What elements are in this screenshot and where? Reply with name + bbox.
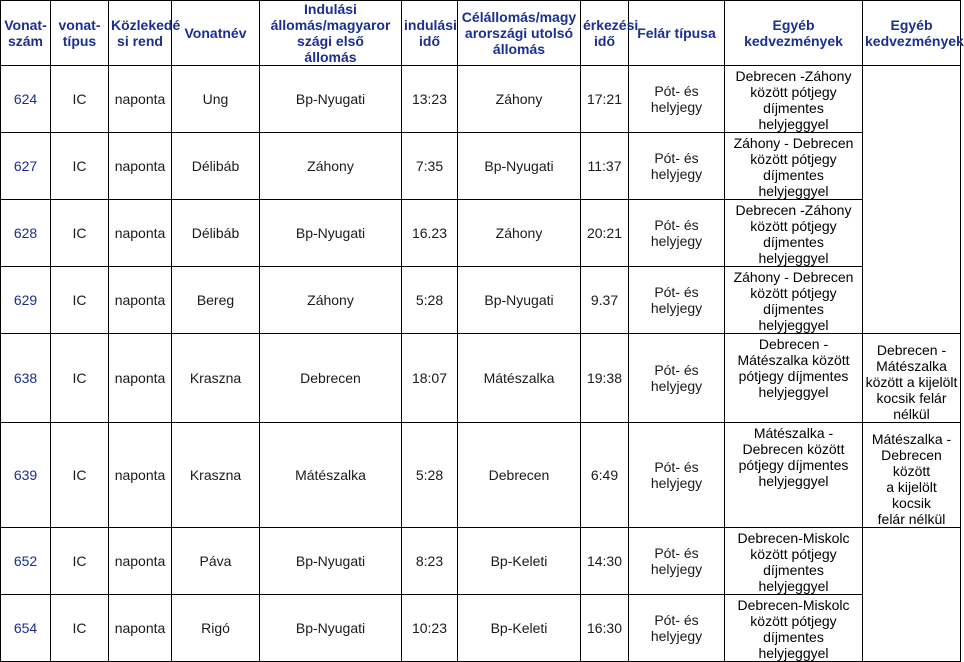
- cell-schedule: naponta: [109, 133, 172, 200]
- cell-arrival-time: 16:30: [581, 595, 629, 662]
- header-train-number: Vonat- szám: [1, 1, 51, 66]
- cell-train-name: Rigó: [172, 595, 260, 662]
- cell-departure-station: Bp-Nyugati: [260, 595, 402, 662]
- cell-fee-type: Pót- és helyjegy: [629, 423, 725, 528]
- cell-departure-time: 18:07: [402, 334, 458, 423]
- cell-fee-type: Pót- és helyjegy: [629, 334, 725, 423]
- cell-train-type: IC: [51, 66, 109, 133]
- cell-arrival-time: 11:37: [581, 133, 629, 200]
- table-row: [1, 200, 961, 267]
- cell-destination-station: Mátészalka: [458, 334, 581, 423]
- cell-destination-station: Debrecen: [458, 423, 581, 528]
- cell-train-name: Ung: [172, 66, 260, 133]
- cell-destination-station: Bp-Keleti: [458, 595, 581, 662]
- cell-fee-type: Pót- és helyjegy: [629, 200, 725, 267]
- cell-arrival-time: 6:49: [581, 423, 629, 528]
- cell-schedule: naponta: [109, 200, 172, 267]
- cell-schedule: naponta: [109, 334, 172, 423]
- cell-train-number: 638: [1, 334, 51, 423]
- cell-schedule: naponta: [109, 66, 172, 133]
- cell-train-type: IC: [51, 423, 109, 528]
- cell-train-name: Kraszna: [172, 423, 260, 528]
- cell-departure-station: Záhony: [260, 133, 402, 200]
- cell-departure-station: Debrecen: [260, 334, 402, 423]
- cell-departure-time: 5:28: [402, 423, 458, 528]
- header-other-benefits-2: Egyéb kedvezmények: [863, 1, 961, 66]
- cell-train-number: 627: [1, 133, 51, 200]
- cell-departure-station: Záhony: [260, 267, 402, 334]
- header-other-benefits: Egyéb kedvezmények: [725, 1, 863, 66]
- cell-benefit: Debrecen-Miskolc között pótjegy díjmentes helyjeggyel: [725, 528, 863, 595]
- cell-train-type: IC: [51, 267, 109, 334]
- cell-schedule: naponta: [109, 595, 172, 662]
- table-row: [1, 423, 961, 528]
- cell-extra-benefit: Mátészalka - Debrecen között a kijelölt kocsik felár nélkül: [863, 423, 961, 528]
- cell-extra-benefit: [863, 528, 961, 662]
- cell-train-type: IC: [51, 595, 109, 662]
- cell-benefit: Debrecen-Miskolc között pótjegy díjmentes helyjeggyel: [725, 595, 863, 662]
- cell-departure-time: 10:23: [402, 595, 458, 662]
- cell-train-type: IC: [51, 200, 109, 267]
- table-row: [1, 595, 961, 662]
- cell-fee-type: Pót- és helyjegy: [629, 595, 725, 662]
- cell-train-name: Bereg: [172, 267, 260, 334]
- cell-fee-type: Pót- és helyjegy: [629, 133, 725, 200]
- cell-destination-station: Záhony: [458, 66, 581, 133]
- cell-fee-type: Pót- és helyjegy: [629, 267, 725, 334]
- cell-train-number: 652: [1, 528, 51, 595]
- cell-schedule: naponta: [109, 528, 172, 595]
- cell-extra-benefit: Debrecen - Mátészalka között a kijelölt kocsik felár nélkül: [863, 334, 961, 423]
- table-row: [1, 334, 961, 423]
- cell-train-name: Kraszna: [172, 334, 260, 423]
- cell-benefit: Debrecen -Záhony között pótjegy díjmentes helyjeggyel: [725, 200, 863, 267]
- cell-arrival-time: 19:38: [581, 334, 629, 423]
- cell-benefit: Debrecen -Záhony között pótjegy díjmentes helyjeggyel: [725, 66, 863, 133]
- header-schedule: Közlekedé si rend: [109, 1, 172, 66]
- cell-departure-station: Mátészalka: [260, 423, 402, 528]
- cell-departure-station: Bp-Nyugati: [260, 200, 402, 267]
- cell-train-name: Délibáb: [172, 133, 260, 200]
- cell-train-number: 629: [1, 267, 51, 334]
- header-arrival-time: érkezési idő: [581, 1, 629, 66]
- header-departure-time: indulási idő: [402, 1, 458, 66]
- cell-departure-time: 8:23: [402, 528, 458, 595]
- cell-extra-benefit: [863, 66, 961, 334]
- cell-arrival-time: 17:21: [581, 66, 629, 133]
- cell-departure-station: Bp-Nyugati: [260, 528, 402, 595]
- cell-destination-station: Bp-Nyugati: [458, 133, 581, 200]
- header-fee-type: Felár típusa: [629, 1, 725, 66]
- cell-train-number: 639: [1, 423, 51, 528]
- cell-train-name: Délibáb: [172, 200, 260, 267]
- cell-fee-type: Pót- és helyjegy: [629, 66, 725, 133]
- header-destination-station: Célállomás/magy arországi utolsó állomás: [458, 1, 581, 66]
- header-row: [1, 1, 961, 66]
- cell-train-type: IC: [51, 334, 109, 423]
- cell-departure-time: 5:28: [402, 267, 458, 334]
- cell-train-number: 654: [1, 595, 51, 662]
- cell-benefit: Mátészalka - Debrecen között pótjegy díjmentes helyjeggyel: [725, 423, 863, 528]
- header-train-name: Vonatnév: [172, 1, 260, 66]
- cell-schedule: naponta: [109, 267, 172, 334]
- cell-destination-station: Bp-Nyugati: [458, 267, 581, 334]
- cell-schedule: naponta: [109, 423, 172, 528]
- cell-benefit: Záhony - Debrecen között pótjegy díjmentes helyjeggyel: [725, 267, 863, 334]
- cell-departure-time: 13:23: [402, 66, 458, 133]
- cell-departure-station: Bp-Nyugati: [260, 66, 402, 133]
- table-row: [1, 133, 961, 200]
- table-row: [1, 267, 961, 334]
- cell-train-number: 624: [1, 66, 51, 133]
- cell-departure-time: 16.23: [402, 200, 458, 267]
- cell-benefit: Debrecen - Mátészalka között pótjegy díjmentes helyjeggyel: [725, 334, 863, 423]
- cell-arrival-time: 14:30: [581, 528, 629, 595]
- cell-arrival-time: 9.37: [581, 267, 629, 334]
- cell-fee-type: Pót- és helyjegy: [629, 528, 725, 595]
- header-departure-station: Indulási állomás/magyaror szági első állomás: [260, 1, 402, 66]
- cell-train-number: 628: [1, 200, 51, 267]
- cell-departure-time: 7:35: [402, 133, 458, 200]
- table-row: [1, 528, 961, 595]
- cell-destination-station: Záhony: [458, 200, 581, 267]
- table-row: [1, 66, 961, 133]
- cell-train-type: IC: [51, 133, 109, 200]
- cell-benefit: Záhony - Debrecen között pótjegy díjmentes helyjeggyel: [725, 133, 863, 200]
- cell-destination-station: Bp-Keleti: [458, 528, 581, 595]
- cell-train-name: Páva: [172, 528, 260, 595]
- header-train-type: vonat- típus: [51, 1, 109, 66]
- cell-train-type: IC: [51, 528, 109, 595]
- cell-arrival-time: 20:21: [581, 200, 629, 267]
